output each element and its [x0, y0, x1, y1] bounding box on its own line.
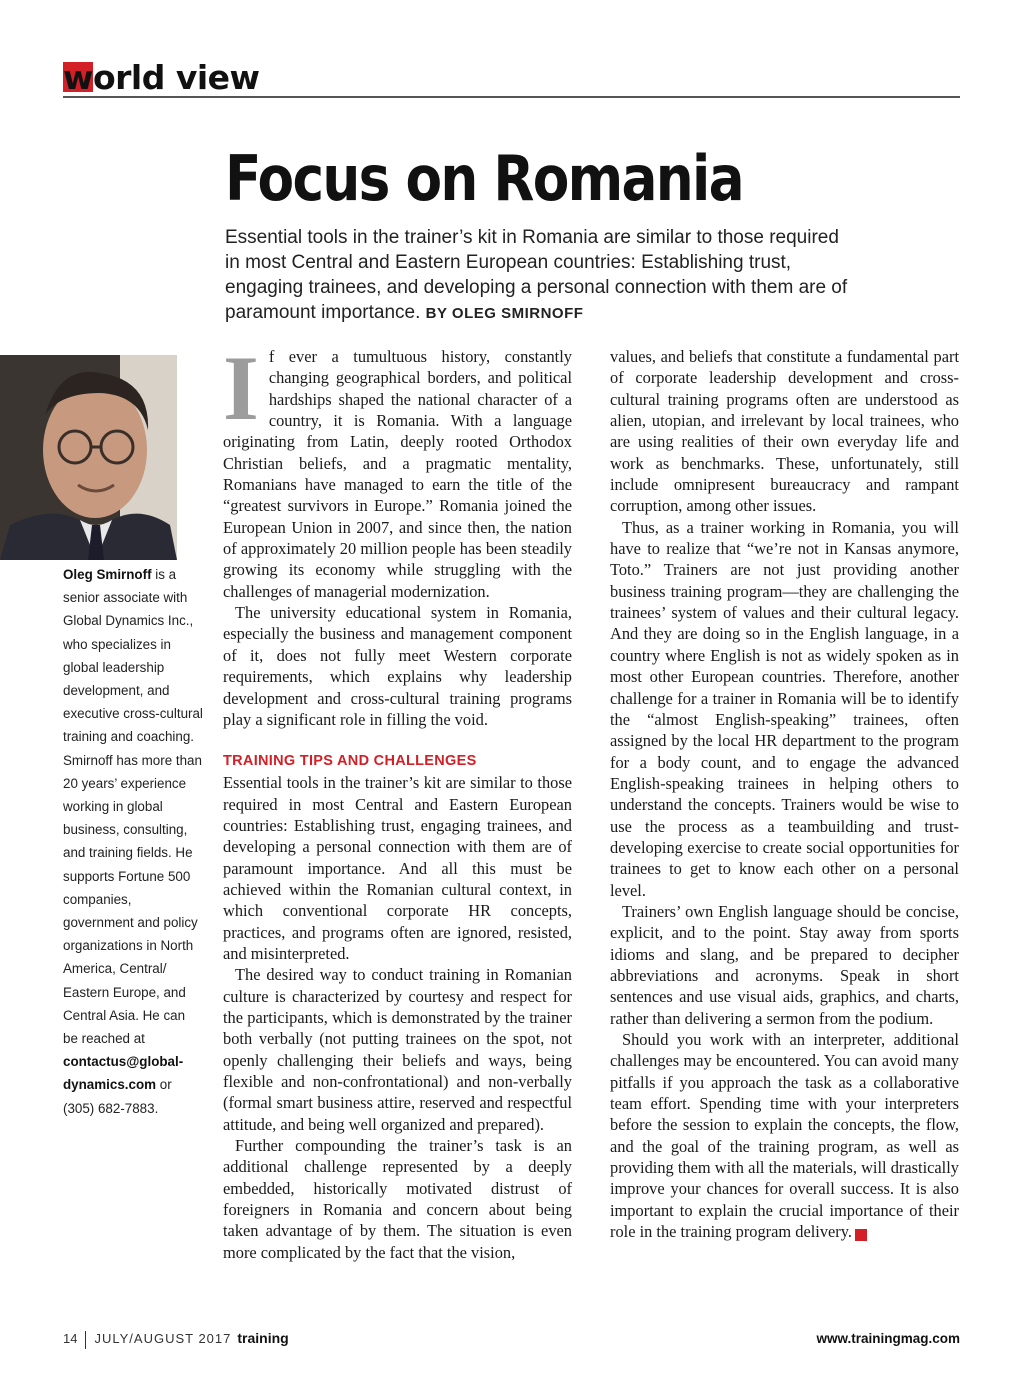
magazine-name: training — [237, 1330, 289, 1346]
deck-text: Essential tools in the trainer’s kit in Romania are similar to those required in most Central and Eastern European countries: Establishing trust, engaging trainees, and developing a personal connection with them are of paramount importance. — [225, 227, 848, 323]
paragraph: values, and beliefs that constitute a fundamental part of corporate leadership development and cross-cultural training programs often are understood as alien, utopian, and irrelevant by local trainees, who are using realities of their own everyday life and work as benchmarks. These, unfortunately, still include omnipresent bureaucracy and rampant corruption, among other issues. — [610, 347, 959, 516]
article-deck — [225, 225, 855, 326]
subhead-training-tips: TRAINING TIPS AND CHALLENGES — [223, 753, 477, 770]
author-email-link[interactable]: contactus@global-dynamics.com — [63, 1054, 184, 1093]
body-column-2 — [610, 346, 959, 1242]
author-name: Oleg Smirnoff — [63, 567, 152, 582]
paragraph: The desired way to conduct training in Romanian culture is characterized by courtesy and respect for the participants, which is demonstrated by the trainer both verbally (not putting trainees on the spot, not openly challenging their beliefs and ways, being flexible and non-confrontational) and non-verbally (formal smart business attire, reserved and respectful attitude, and being well organized and prepared). — [223, 965, 572, 1134]
page-number: 14 — [63, 1331, 78, 1346]
author-photo — [0, 355, 177, 560]
end-mark-icon: t — [855, 1229, 867, 1241]
byline: BY OLEG SMIRNOFF — [425, 305, 584, 322]
article-title: Focus on Romania — [225, 142, 743, 215]
author-phone: or (305) 682-7883. — [63, 1077, 172, 1116]
paragraph: Trainers’ own English language should be concise, explicit, and to the point. Stay away from sports idioms and slang, and be prepared to decipher abbreviations and acronyms. Speak in short sentences and use visual aids, graphics, and charts, rather than delivering a sermon from the podium. — [610, 901, 959, 1028]
author-bio — [63, 563, 203, 1120]
paragraph: The university educational system in Romania, especially the business and management component of it, does not fully meet Western corporate requirements, which explains why leadership development and cross-cultural training programs play a significant role in filling the void. — [223, 603, 572, 729]
body-column-1 — [223, 337, 572, 1263]
paragraph: Further compounding the trainer’s task is an additional challenge represented by a deeply embedded, historically motivated distrust of foreigners in Romania and concern about being taken advantage of by them. The situation is even more complicated by the fact that the vision, — [223, 1136, 572, 1262]
paragraph-text: f ever a tumultuous history, constantly changing geographical borders, and political hardships shaped the national character of a country, it is Romania. With a language originating from Latin, deeply rooted Orthodox Christian beliefs, and a pragmatic mentality, Romanians have managed to earn the title of the “greatest survivors in Europe.” Romania joined the European Union in 2007, and since then, the nation of approximately 20 million people has been steadily growing its economy while struggling with the challenges of managerial modernization. — [223, 347, 572, 601]
paragraph-text: Should you work with an interpreter, additional challenges may be encountered. You can avoid many pitfalls if you approach the task as a collaborative team effort. Spending time with your interpreters before the session to explain the concepts, the flow, and the goal of the training program, as well as providing them with all the materials, will drastically improve your chances for overall success. It is also important to explain the crucial importance of their role in the training program delivery. — [610, 1030, 959, 1242]
paragraph — [610, 1029, 959, 1242]
drop-cap: I — [223, 337, 259, 439]
author-bio-text: is a senior associate with Global Dynamics Inc., who specializes in global leadership development, and executive cross-cultural training and coaching. Smirnoff has more than 20 years’ experience working in global business, consulting, and training fields. He supports Fortune 500 companies, government and policy organizations in North America, Central/ Eastern Europe, and Central Asia. He can be reached at — [63, 567, 203, 1047]
section-header — [63, 60, 960, 98]
paragraph: Thus, as a trainer working in Romania, you will have to realize that “we’re not in Kansas anymore, Toto.” Trainers are not just providing another business training program—they are challenging the trainees’ system of values and their cultural legacy. And they are doing so in the English language, in a country where English is not as widely spoken as in most other European countries. Therefore, another challenge for a trainer in Romania will be to identify the “almost English-speaking” trainees, often assigned by the local HR department to the program for a body count, and to engage the advanced English-speaking trainees in helping others to understand the concepts. Trainers would be wise to use the process as a teambuilding and trust-developing exercise to create social opportunities for trainees to get to know each other on a personal level. — [610, 517, 959, 900]
paragraph: Essential tools in the trainer’s kit are similar to those required in most Central and Eastern European countries: Establishing trust, engaging trainees, and developing a personal connection with them are of paramount importance. And all this must be achieved within the Romanian cultural context, in which conventional corporate HR concepts, practices, and programs often are ignored, resisted, and misinterpreted. — [223, 773, 572, 963]
section-label: world view — [63, 58, 260, 97]
footer-url-link[interactable]: www.trainingmag.com — [816, 1331, 960, 1346]
issue-date: JULY/AUGUST 2017 — [94, 1331, 232, 1346]
footer-folio — [63, 1330, 289, 1349]
paragraph — [223, 337, 572, 602]
folio-divider — [85, 1331, 86, 1349]
